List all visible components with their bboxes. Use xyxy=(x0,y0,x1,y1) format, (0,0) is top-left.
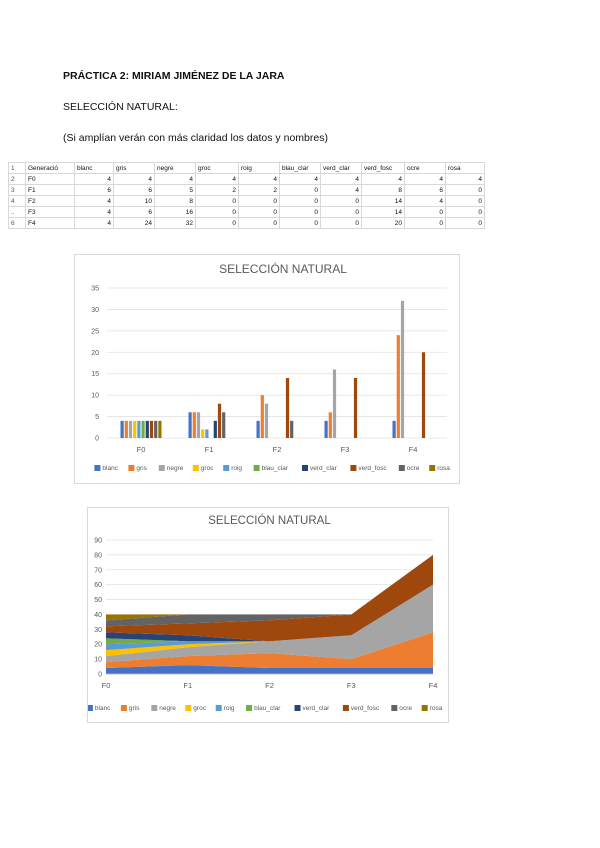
bar-roig-F1 xyxy=(205,429,208,438)
table-cell: 0 xyxy=(446,196,485,207)
table-row xyxy=(9,185,485,196)
table-cell: 4 xyxy=(405,196,446,207)
bar-verd_fosc-F3 xyxy=(354,378,357,438)
legend-swatch-blau_clar xyxy=(246,705,252,711)
legend-swatch-ocre xyxy=(399,465,405,471)
legend-label-ocre: ocre xyxy=(406,465,420,472)
bar-blanc-F4 xyxy=(393,421,396,438)
table-header-cell: groc xyxy=(196,163,239,174)
legend-swatch-negre xyxy=(151,705,157,711)
table-cell: 0 xyxy=(405,218,446,229)
legend-swatch-verd_clar xyxy=(302,465,308,471)
table-cell: 4 xyxy=(75,174,114,185)
table-header-cell: rosa xyxy=(446,163,485,174)
x-tick-label: F4 xyxy=(428,681,438,690)
table-cell: 24 xyxy=(114,218,155,229)
bar-negre-F1 xyxy=(197,412,200,438)
bar-groc-F1 xyxy=(201,429,204,438)
table-cell: 4 xyxy=(446,174,485,185)
legend-label-roig: roig xyxy=(223,705,235,712)
bar-ocre-F1 xyxy=(222,412,225,438)
x-tick-label: F2 xyxy=(272,445,282,454)
zoom-note: (Si amplían verán con más claridad los datos y nombres) xyxy=(63,132,328,144)
y-tick-label: 0 xyxy=(95,435,99,443)
table-cell: 0 xyxy=(405,207,446,218)
table-cell: 0 xyxy=(321,196,362,207)
y-tick-label: 50 xyxy=(94,597,102,605)
legend-label-blanc: blanc xyxy=(94,705,111,712)
bar-gris-F1 xyxy=(193,412,196,438)
chart-title: SELECCIÓN NATURAL xyxy=(219,262,347,276)
table-cell: 0 xyxy=(321,207,362,218)
y-tick-label: 15 xyxy=(91,371,99,379)
y-tick-label: 30 xyxy=(94,626,102,634)
row-number: 3 xyxy=(9,185,26,196)
legend-label-groc: groc xyxy=(193,705,206,712)
table-cell: 4 xyxy=(155,174,196,185)
legend-swatch-verd_fosc xyxy=(350,465,356,471)
data-table xyxy=(8,162,485,229)
legend-swatch-groc xyxy=(193,465,199,471)
table-cell: 0 xyxy=(446,207,485,218)
table-cell: 4 xyxy=(239,174,280,185)
table-cell: 4 xyxy=(75,218,114,229)
bar-negre-F3 xyxy=(333,369,336,438)
legend-label-verd_fosc: verd_fosc xyxy=(358,465,387,472)
table-header-cell: roig xyxy=(239,163,280,174)
table-cell: 2 xyxy=(196,185,239,196)
table-header-cell: blau_clar xyxy=(280,163,321,174)
table-row xyxy=(9,196,485,207)
y-tick-label: 5 xyxy=(95,414,99,422)
y-tick-label: 40 xyxy=(94,611,102,619)
legend-label-negre: negre xyxy=(159,705,176,712)
area-chart xyxy=(88,508,448,722)
legend-label-verd_clar: verd_clar xyxy=(302,705,330,712)
legend-swatch-gris xyxy=(128,465,134,471)
y-tick-label: 35 xyxy=(91,285,99,293)
table-cell: 4 xyxy=(280,174,321,185)
bar-verd_clar-F0 xyxy=(146,421,149,438)
table-cell: F4 xyxy=(26,218,75,229)
table-cell: 0 xyxy=(196,218,239,229)
document-title: PRÁCTICA 2: MIRIAM JIMÉNEZ DE LA JARA xyxy=(63,70,285,82)
table-cell: 4 xyxy=(196,174,239,185)
table-cell: 6 xyxy=(405,185,446,196)
table-cell: F1 xyxy=(26,185,75,196)
table-cell: 4 xyxy=(321,185,362,196)
x-tick-label: F2 xyxy=(265,681,274,690)
table-cell: 0 xyxy=(446,185,485,196)
legend-label-rosa: rosa xyxy=(437,465,450,472)
table-cell: 0 xyxy=(280,207,321,218)
bar-verd_fosc-F4 xyxy=(422,352,425,438)
legend-swatch-verd_fosc xyxy=(343,705,349,711)
legend-label-gris: gris xyxy=(128,705,140,712)
row-number: 4 xyxy=(9,196,26,207)
legend-label-roig: roig xyxy=(231,465,243,472)
bar-blau_clar-F0 xyxy=(142,421,145,438)
bar-blanc-F2 xyxy=(257,421,260,438)
y-tick-label: 70 xyxy=(94,567,102,575)
table-cell: 20 xyxy=(362,218,405,229)
legend-label-rosa: rosa xyxy=(429,705,443,712)
legend-label-blau_clar: blau_clar xyxy=(261,465,288,472)
y-tick-label: 80 xyxy=(94,552,102,560)
table-cell: 32 xyxy=(155,218,196,229)
table-cell: 0 xyxy=(446,218,485,229)
legend-swatch-verd_clar xyxy=(295,705,301,711)
x-tick-label: F1 xyxy=(183,681,193,690)
bar-negre-F0 xyxy=(129,421,132,438)
y-tick-label: 60 xyxy=(94,582,102,590)
y-tick-label: 10 xyxy=(91,392,99,400)
bar-chart xyxy=(75,255,459,483)
x-tick-label: F1 xyxy=(204,445,214,454)
section-heading: SELECCIÓN NATURAL: xyxy=(63,101,178,113)
legend-swatch-roig xyxy=(216,705,222,711)
table-cell: 6 xyxy=(114,185,155,196)
table-cell: 8 xyxy=(362,185,405,196)
table-cell: 4 xyxy=(321,174,362,185)
table-header-cell: ocre xyxy=(405,163,446,174)
row-number: 1 xyxy=(9,163,26,174)
bar-blanc-F3 xyxy=(325,421,328,438)
table-header-cell: blanc xyxy=(75,163,114,174)
bar-verd_clar-F1 xyxy=(214,421,217,438)
legend-label-gris: gris xyxy=(136,465,147,472)
y-tick-label: 25 xyxy=(91,328,99,336)
legend-label-blanc: blanc xyxy=(102,465,118,472)
table-cell: 8 xyxy=(155,196,196,207)
table-cell: 4 xyxy=(405,174,446,185)
bar-gris-F4 xyxy=(397,335,400,438)
legend-label-blau_clar: blau_clar xyxy=(254,705,281,712)
bar-gris-F3 xyxy=(329,412,332,438)
legend-swatch-negre xyxy=(159,465,165,471)
row-number: .. xyxy=(9,207,26,218)
table-header-row xyxy=(9,163,485,174)
legend-label-verd_fosc: verd_fosc xyxy=(350,705,380,712)
y-tick-label: 20 xyxy=(94,641,102,649)
row-number: 6 xyxy=(9,218,26,229)
chart-title: SELECCIÓN NATURAL xyxy=(208,515,331,527)
table-cell: 2 xyxy=(239,185,280,196)
legend-label-negre: negre xyxy=(166,465,184,472)
bar-chart-frame xyxy=(74,254,460,484)
x-tick-label: F3 xyxy=(346,681,356,690)
y-tick-label: 20 xyxy=(91,349,99,357)
table-cell: F0 xyxy=(26,174,75,185)
table-cell: 0 xyxy=(321,218,362,229)
table-cell: 0 xyxy=(196,207,239,218)
table-row xyxy=(9,218,485,229)
y-tick-label: 30 xyxy=(91,306,99,314)
table-cell: 0 xyxy=(280,196,321,207)
x-tick-label: F0 xyxy=(101,681,111,690)
table-cell: 0 xyxy=(239,218,280,229)
legend-swatch-rosa xyxy=(429,465,435,471)
legend-swatch-groc xyxy=(185,705,191,711)
table-header-cell: verd_fosc xyxy=(362,163,405,174)
table-cell: 0 xyxy=(280,185,321,196)
x-tick-label: F3 xyxy=(340,445,350,454)
legend-swatch-rosa xyxy=(422,705,428,711)
table-cell: 10 xyxy=(114,196,155,207)
legend-swatch-blau_clar xyxy=(254,465,260,471)
table-cell: F3 xyxy=(26,207,75,218)
table-cell: 0 xyxy=(239,196,280,207)
legend-label-ocre: ocre xyxy=(399,705,412,712)
table-cell: 4 xyxy=(114,174,155,185)
bar-gris-F2 xyxy=(261,395,264,438)
table-cell: 0 xyxy=(280,218,321,229)
bar-rosa-F0 xyxy=(158,421,161,438)
bar-blanc-F0 xyxy=(121,421,124,438)
row-number: 2 xyxy=(9,174,26,185)
table-cell: 4 xyxy=(75,196,114,207)
table-cell: 0 xyxy=(239,207,280,218)
x-tick-label: F0 xyxy=(136,445,146,454)
table-cell: 14 xyxy=(362,196,405,207)
legend-swatch-blanc xyxy=(94,465,100,471)
table-cell: F2 xyxy=(26,196,75,207)
legend-swatch-roig xyxy=(223,465,229,471)
bar-negre-F4 xyxy=(401,301,404,438)
table-row xyxy=(9,207,485,218)
bar-negre-F2 xyxy=(265,404,268,438)
legend-label-verd_clar: verd_clar xyxy=(310,465,337,472)
table-cell: 14 xyxy=(362,207,405,218)
legend-label-groc: groc xyxy=(200,465,214,472)
bar-gris-F0 xyxy=(125,421,128,438)
table-cell: 6 xyxy=(75,185,114,196)
bar-blanc-F1 xyxy=(189,412,192,438)
table-header-cell: negre xyxy=(155,163,196,174)
table-header-cell: Generació xyxy=(26,163,75,174)
area-chart-frame xyxy=(87,507,449,723)
table-cell: 4 xyxy=(75,207,114,218)
bar-groc-F0 xyxy=(133,421,136,438)
bar-ocre-F2 xyxy=(290,421,293,438)
y-tick-label: 90 xyxy=(94,537,102,545)
y-tick-label: 0 xyxy=(98,671,102,679)
legend-swatch-gris xyxy=(121,705,127,711)
table-header-cell: gris xyxy=(114,163,155,174)
y-tick-label: 10 xyxy=(94,656,102,664)
table-cell: 5 xyxy=(155,185,196,196)
bar-verd_fosc-F0 xyxy=(150,421,153,438)
x-tick-label: F4 xyxy=(408,445,418,454)
legend-swatch-ocre xyxy=(391,705,397,711)
bar-verd_fosc-F2 xyxy=(286,378,289,438)
table-cell: 6 xyxy=(114,207,155,218)
table-header-cell: verd_clar xyxy=(321,163,362,174)
table-cell: 0 xyxy=(196,196,239,207)
legend-swatch-blanc xyxy=(88,705,93,711)
table-row xyxy=(9,174,485,185)
table-cell: 4 xyxy=(362,174,405,185)
bar-roig-F0 xyxy=(137,421,140,438)
bar-ocre-F0 xyxy=(154,421,157,438)
bar-verd_fosc-F1 xyxy=(218,404,221,438)
table-cell: 16 xyxy=(155,207,196,218)
